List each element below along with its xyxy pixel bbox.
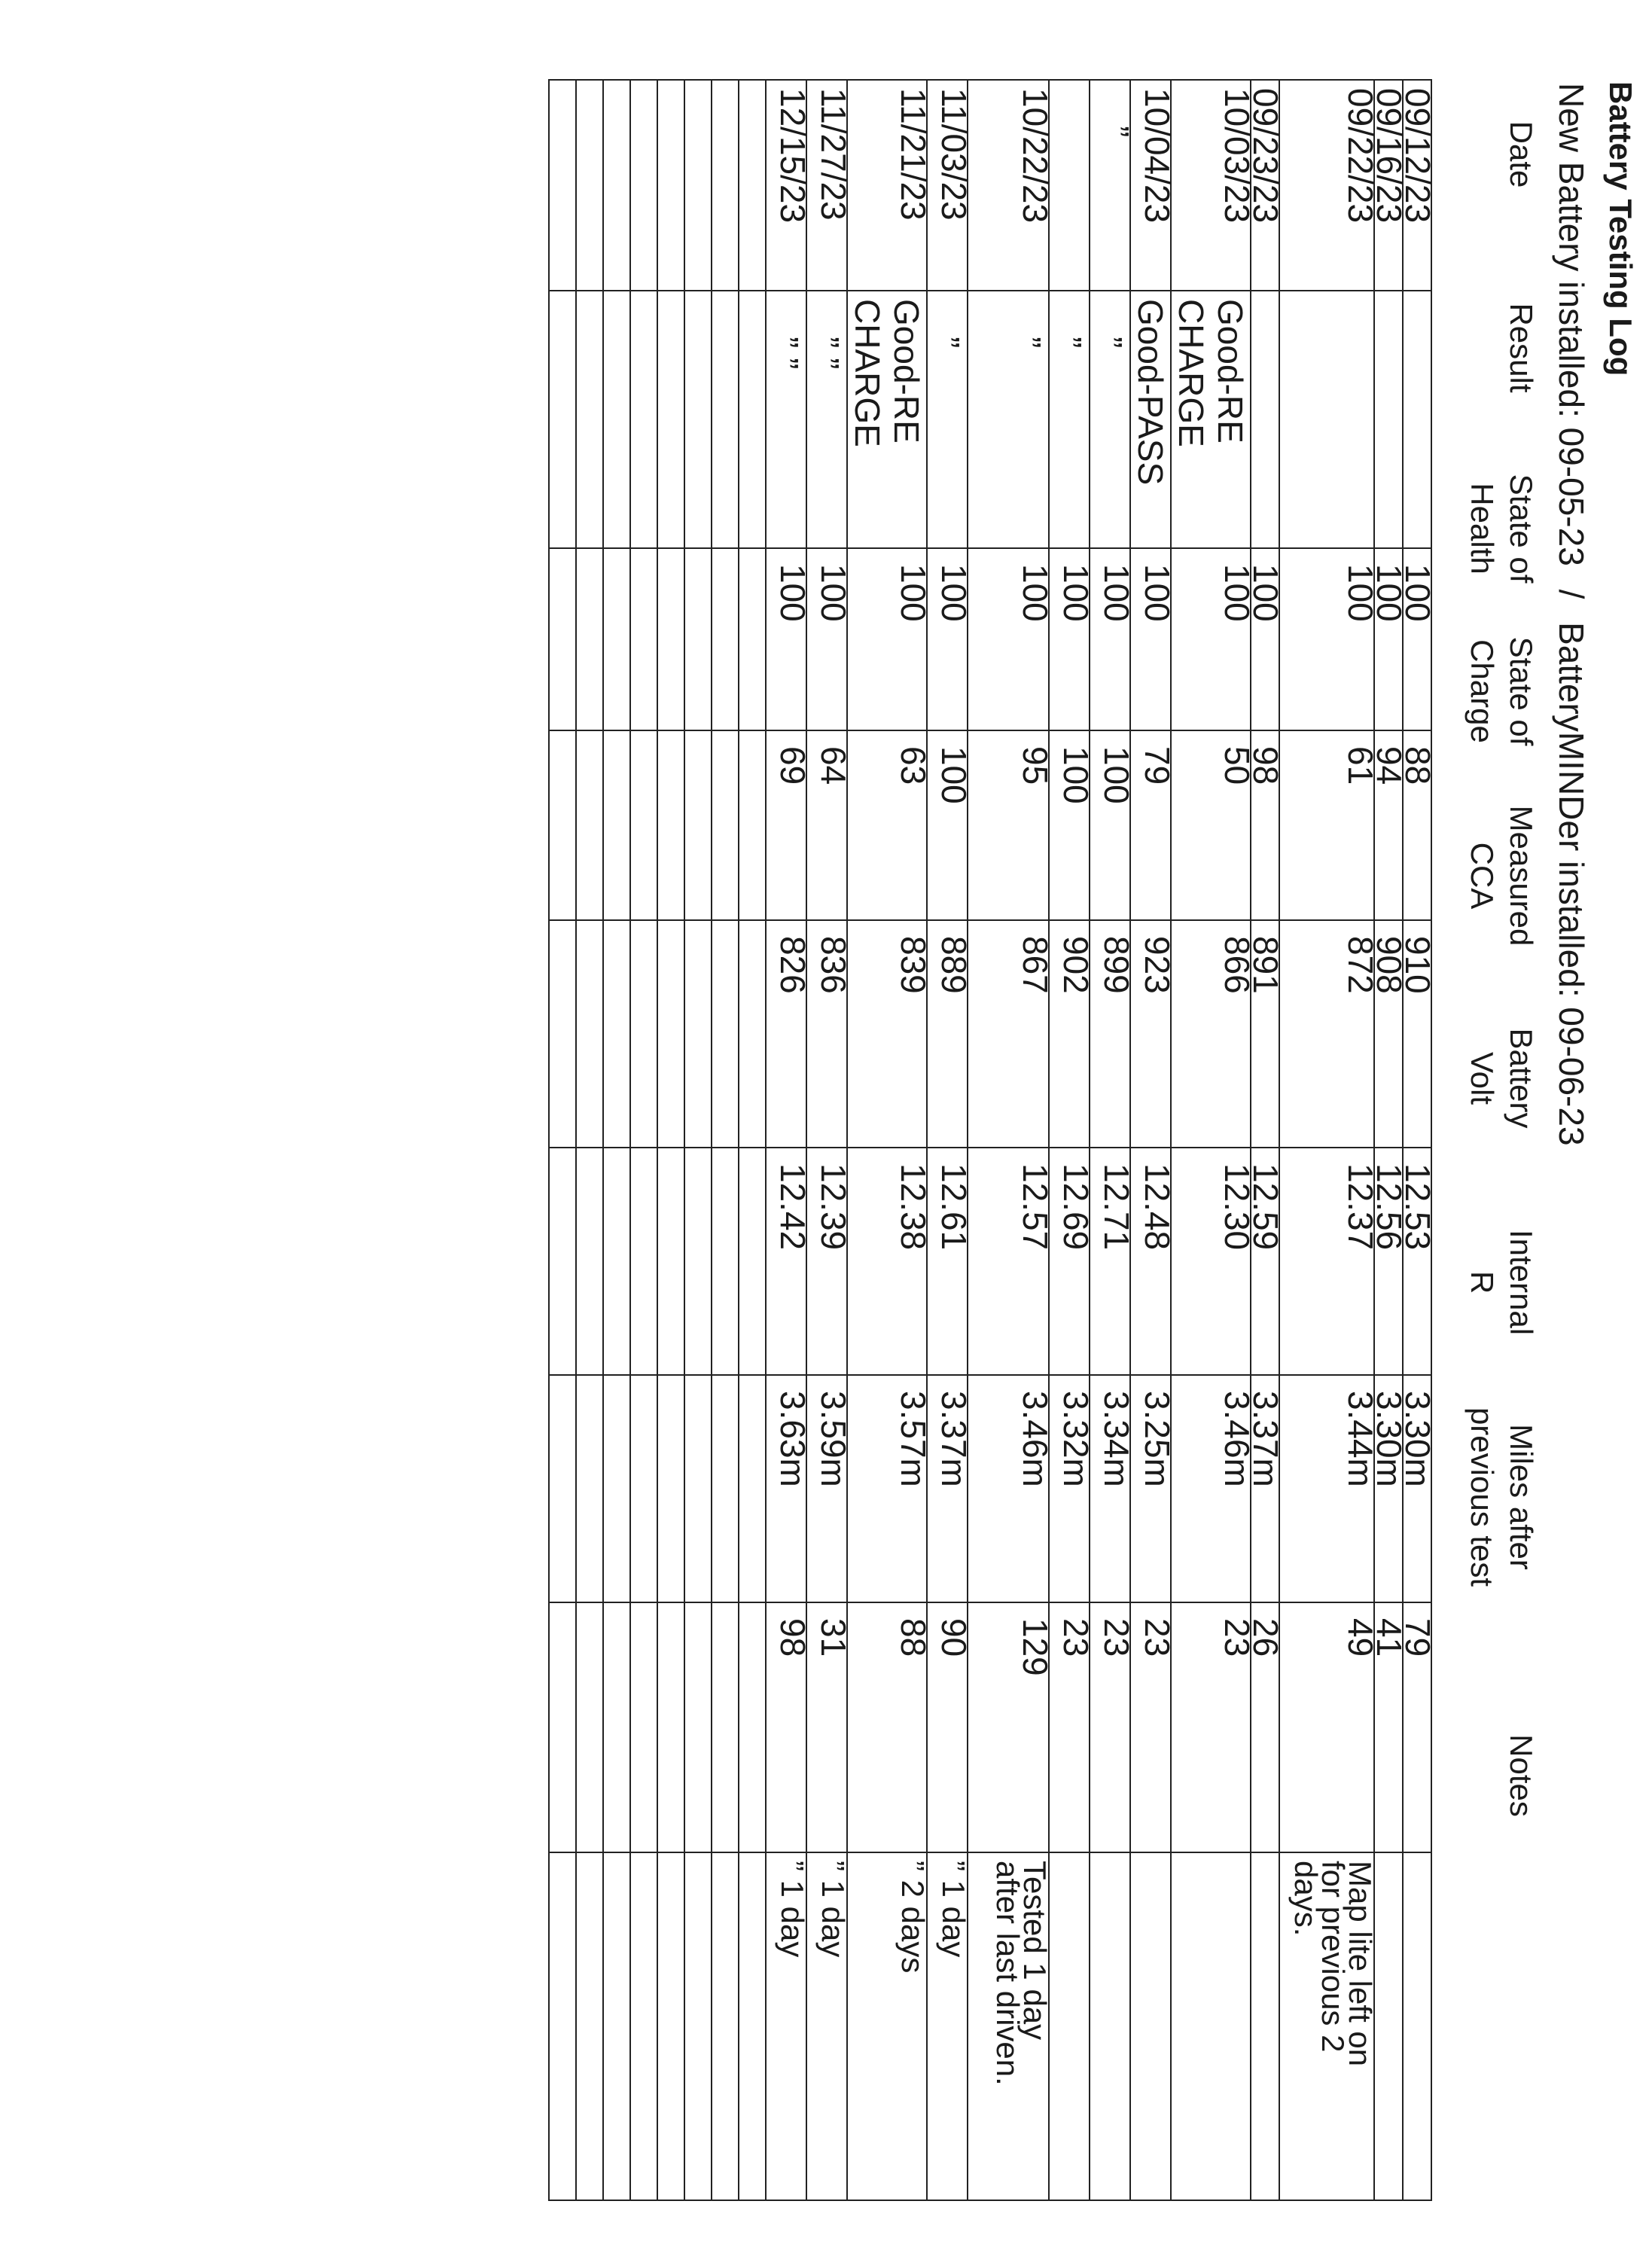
cell-result: Good-RE CHARGE [1171,291,1251,548]
cell-miles [576,1602,603,1852]
cell-cca [684,920,712,1148]
cell-miles: 79 [1403,1602,1431,1852]
cell-cca [657,920,684,1148]
cell-soh: 100 [1090,548,1130,730]
cell-ir: 3.44m [1279,1375,1374,1602]
new-battery-install-date: New Battery installed: 09-05-23 [1552,83,1591,566]
cell-soh [684,548,712,730]
cell-cca: 891 [1251,920,1279,1148]
cell-miles [630,1602,657,1852]
cell-soh [712,548,739,730]
cell-volt: 12.56 [1374,1148,1403,1375]
cell-cca [739,920,766,1148]
cell-cca: 839 [847,920,927,1148]
table-row [739,80,766,2200]
table-row [847,80,927,2200]
cell-volt [549,1148,576,1375]
cell-soh: 100 [1049,548,1090,730]
cell-result [712,291,739,548]
cell-ir: 3.46m [968,1375,1049,1602]
cell-date [576,80,603,291]
cell-soc: 88 [1403,730,1431,920]
header-date: Date [1504,120,1539,188]
cell-soh: 100 [1279,548,1374,730]
cell-soh [576,548,603,730]
cell-miles: 41 [1374,1602,1403,1852]
cell-volt [630,1148,657,1375]
cell-result [1279,291,1374,548]
cell-soc [739,730,766,920]
cell-cca: 826 [766,920,806,1148]
cell-volt: 12.53 [1403,1148,1431,1375]
cell-notes [1403,1852,1431,2200]
cell-soc: 100 [1049,730,1090,920]
cell-result [603,291,630,548]
cell-ir: 3.32m [1049,1375,1090,1602]
cell-result [549,291,576,548]
table-row [1403,80,1431,2200]
table-row [1374,80,1403,2200]
cell-notes [657,1852,684,2200]
cell-volt: 12.42 [766,1148,806,1375]
header-notes: Notes [1504,1734,1539,1817]
page-title: Battery Testing Log [1603,81,1638,376]
cell-volt: 12.57 [968,1148,1049,1375]
cell-notes [1130,1852,1171,2200]
cell-miles [549,1602,576,1852]
cell-soc [712,730,739,920]
cell-cca [712,920,739,1148]
table-row [712,80,739,2200]
cell-cca: 867 [968,920,1049,1148]
cell-ir: 3.59m [806,1375,847,1602]
cell-result: ” [1049,291,1090,548]
cell-ir: 3.57m [847,1375,927,1602]
cell-miles: 90 [927,1602,968,1852]
table-row [657,80,684,2200]
cell-soc: 98 [1251,730,1279,920]
table-row [576,80,603,2200]
cell-result [576,291,603,548]
cell-cca: 889 [927,920,968,1148]
cell-cca [576,920,603,1148]
cell-ir [739,1375,766,1602]
cell-miles: 23 [1049,1602,1090,1852]
table-row [684,80,712,2200]
cell-soc: 100 [1090,730,1130,920]
cell-notes [739,1852,766,2200]
cell-volt [576,1148,603,1375]
cell-date [630,80,657,291]
cell-soc: 79 [1130,730,1171,920]
cell-result: Good-RE CHARGE [847,291,927,548]
cell-date [603,80,630,291]
header-soc: State of Charge [1465,636,1539,746]
cell-soh: 100 [1130,548,1171,730]
cell-ir [657,1375,684,1602]
cell-soh [657,548,684,730]
cell-ir [576,1375,603,1602]
cell-date: 09/12/23 [1403,80,1431,291]
cell-date [657,80,684,291]
cell-cca: 908 [1374,920,1403,1148]
cell-soh [549,548,576,730]
table-row [1279,80,1374,2200]
cell-volt [684,1148,712,1375]
table-row [630,80,657,2200]
cell-miles [684,1602,712,1852]
cell-notes [1374,1852,1403,2200]
cell-notes [576,1852,603,2200]
cell-ir: 3.63m [766,1375,806,1602]
cell-soc [630,730,657,920]
table-row [1130,80,1171,2200]
cell-volt [603,1148,630,1375]
battery-log-table [548,79,1437,2201]
cell-volt: 12.69 [1049,1148,1090,1375]
table-row [927,80,968,2200]
cell-result [657,291,684,548]
cell-date: 11/03/23 [927,80,968,291]
cell-cca: 836 [806,920,847,1148]
cell-soh: 100 [1251,548,1279,730]
cell-soh: 100 [927,548,968,730]
cell-volt: 12.48 [1130,1148,1171,1375]
cell-cca: 910 [1403,920,1431,1148]
cell-soh [603,548,630,730]
cell-cca: 899 [1090,920,1130,1148]
cell-date: 12/15/23 [766,80,806,291]
cell-ir [684,1375,712,1602]
cell-soc: 61 [1279,730,1374,920]
cell-miles: 98 [766,1602,806,1852]
cell-miles: 88 [847,1602,927,1852]
cell-soh: 100 [806,548,847,730]
cell-result [1251,291,1279,548]
cell-volt: 12.71 [1090,1148,1130,1375]
table-row [1251,80,1279,2200]
cell-miles: 129 [968,1602,1049,1852]
cell-notes [1171,1852,1251,2200]
cell-notes: ” 1 day [766,1852,806,2200]
cell-soc [603,730,630,920]
header-soh: State of Health [1465,474,1539,584]
cell-ir: 3.30m [1374,1375,1403,1602]
cell-cca [603,920,630,1148]
cell-miles: 23 [1090,1602,1130,1852]
cell-soc: 95 [968,730,1049,920]
cell-notes: ” 2 days [847,1852,927,2200]
cell-ir [549,1375,576,1602]
cell-soh: 100 [1374,548,1403,730]
table-row [1049,80,1090,2200]
cell-result: ” [1090,291,1130,548]
header-result: Result [1504,303,1539,393]
cell-date [549,80,576,291]
cell-soh: 100 [1171,548,1251,730]
cell-result: ” ” [806,291,847,548]
cell-miles: 23 [1130,1602,1171,1852]
cell-soc: 94 [1374,730,1403,920]
cell-ir [603,1375,630,1602]
cell-miles: 49 [1279,1602,1374,1852]
header-miles: Miles after previous test [1465,1407,1539,1587]
cell-notes [712,1852,739,2200]
cell-cca: 866 [1171,920,1251,1148]
cell-cca [630,920,657,1148]
cell-ir: 3.34m [1090,1375,1130,1602]
cell-notes [684,1852,712,2200]
cell-ir: 3.25m [1130,1375,1171,1602]
cell-volt [657,1148,684,1375]
cell-soh [630,548,657,730]
cell-volt [739,1148,766,1375]
cell-volt: 12.38 [847,1148,927,1375]
cell-cca: 872 [1279,920,1374,1148]
cell-notes [1090,1852,1130,2200]
header-volt: Battery Volt [1465,1028,1539,1129]
cell-miles: 31 [806,1602,847,1852]
cell-notes [603,1852,630,2200]
cell-soh: 100 [766,548,806,730]
table-row [1090,80,1130,2200]
header-cca: Measured CCA [1465,805,1539,947]
cell-date: 11/21/23 [847,80,927,291]
cell-ir [712,1375,739,1602]
cell-ir: 3.30m [1403,1375,1431,1602]
cell-date: 09/23/23 [1251,80,1279,291]
cell-date: 09/16/23 [1374,80,1403,291]
header-ir: Internal R [1465,1229,1539,1336]
cell-soc: 69 [766,730,806,920]
cell-date [712,80,739,291]
cell-result: ” [927,291,968,548]
cell-result: ” [968,291,1049,548]
cell-date: 11/27/23 [806,80,847,291]
cell-soc [549,730,576,920]
cell-miles [739,1602,766,1852]
table-row [806,80,847,2200]
cell-date [739,80,766,291]
cell-result: ” ” [766,291,806,548]
cell-ir: 3.37m [927,1375,968,1602]
cell-cca [549,920,576,1148]
cell-soh: 100 [968,548,1049,730]
cell-date [1049,80,1090,291]
batteryminder-install-date: BatteryMINDer installed: 09-06-23 [1552,622,1591,1146]
cell-date [684,80,712,291]
cell-result [684,291,712,548]
table-row [549,80,576,2200]
cell-date: ” [1090,80,1130,291]
cell-soc: 100 [927,730,968,920]
cell-date: 10/04/23 [1130,80,1171,291]
cell-miles [603,1602,630,1852]
cell-miles [712,1602,739,1852]
table-row [766,80,806,2200]
install-info [1551,83,1592,1146]
cell-soh [739,548,766,730]
cell-result: Good-PASS [1130,291,1171,548]
cell-volt: 12.30 [1171,1148,1251,1375]
cell-miles: 23 [1171,1602,1251,1852]
cell-ir [630,1375,657,1602]
cell-result [1374,291,1403,548]
cell-date: 10/03/23 [1171,80,1251,291]
cell-cca: 902 [1049,920,1090,1148]
cell-notes [549,1852,576,2200]
cell-soc: 50 [1171,730,1251,920]
cell-result [739,291,766,548]
install-separator: / [1552,589,1591,599]
cell-notes: ” 1 day [927,1852,968,2200]
table-row [603,80,630,2200]
cell-ir: 3.46m [1171,1375,1251,1602]
cell-date: 09/22/23 [1279,80,1374,291]
cell-soc [576,730,603,920]
cell-soh: 100 [847,548,927,730]
cell-volt [712,1148,739,1375]
cell-soc: 64 [806,730,847,920]
cell-notes: Tested 1 day after last driven. [968,1852,1049,2200]
cell-notes [630,1852,657,2200]
cell-notes [1251,1852,1279,2200]
cell-miles [657,1602,684,1852]
cell-miles: 26 [1251,1602,1279,1852]
cell-result [1403,291,1431,548]
cell-notes: Map lite left on for previous 2 days. [1279,1852,1374,2200]
cell-volt: 12.61 [927,1148,968,1375]
cell-notes: ” 1 day [806,1852,847,2200]
table-row [1171,80,1251,2200]
cell-volt: 12.37 [1279,1148,1374,1375]
cell-result [630,291,657,548]
cell-soc [657,730,684,920]
cell-volt: 12.39 [806,1148,847,1375]
cell-ir: 3.37m [1251,1375,1279,1602]
cell-soc: 63 [847,730,927,920]
cell-cca: 923 [1130,920,1171,1148]
cell-soh: 100 [1403,548,1431,730]
cell-date: 10/22/23 [968,80,1049,291]
cell-volt: 12.59 [1251,1148,1279,1375]
table-row [968,80,1049,2200]
cell-notes [1049,1852,1090,2200]
cell-soc [684,730,712,920]
